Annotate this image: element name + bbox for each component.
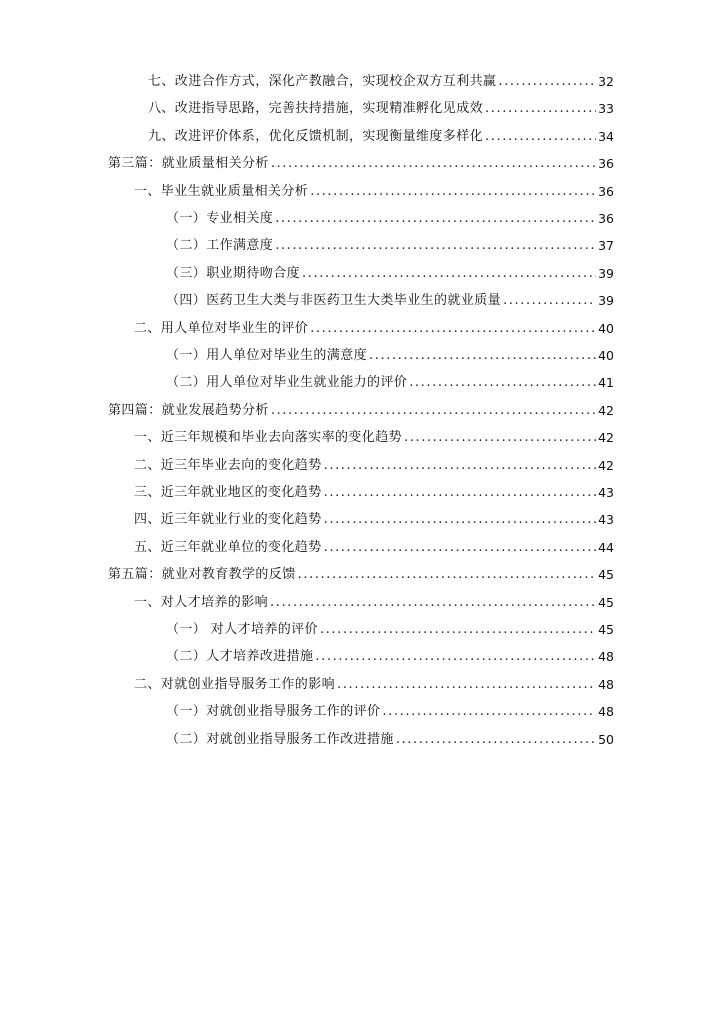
toc-entry[interactable] — [166, 234, 614, 254]
toc-leader-dots — [271, 156, 596, 172]
toc-entry[interactable] — [166, 207, 614, 227]
toc-entry-page-number: 43 — [598, 485, 614, 500]
toc-leader-dots — [485, 101, 596, 117]
toc-leader-dots — [310, 184, 596, 200]
toc-entry-page-number: 42 — [598, 430, 614, 446]
toc-entry-page-number: 40 — [598, 348, 614, 363]
toc-entry-title: 四、近三年就业行业的变化趋势 — [134, 512, 322, 528]
toc-entry-page-number: 48 — [598, 676, 614, 692]
toc-entry[interactable] — [134, 508, 614, 528]
toc-entry-title: 第四篇：就业发展趋势分析 — [108, 402, 269, 418]
toc-entry-page-number: 33 — [598, 101, 614, 117]
toc-entry-title: 二、近三年毕业去向的变化趋势 — [134, 457, 322, 473]
toc-entry[interactable] — [166, 262, 614, 282]
toc-entry-title: （一） 对人才培养的评价 — [166, 622, 318, 637]
toc-leader-dots — [396, 732, 596, 748]
toc-entry-page-number: 50 — [598, 731, 614, 747]
toc-entry[interactable] — [134, 454, 614, 474]
toc-entry-page-number: 37 — [598, 238, 614, 254]
toc-entry[interactable] — [148, 97, 614, 117]
toc-entry-page-number: 42 — [598, 457, 614, 473]
toc-leader-dots — [369, 348, 596, 364]
toc-leader-dots — [409, 375, 596, 391]
toc-entry[interactable] — [166, 700, 614, 720]
toc-entry-page-number: 45 — [598, 594, 614, 610]
toc-leader-dots — [485, 129, 596, 145]
toc-entry-title: （三）职业期待吻合度 — [166, 265, 301, 281]
toc-leader-dots — [275, 238, 596, 254]
toc-entry[interactable] — [166, 289, 614, 309]
toc-entry-title: 一、对人才培养的影响 — [134, 594, 269, 610]
toc-leader-dots — [302, 266, 596, 282]
toc-entry-page-number: 42 — [598, 402, 614, 418]
toc-entry-page-number: 40 — [598, 320, 614, 336]
toc-entry-title: 九、改进评价体系，优化反馈机制，实现衡量维度多样化 — [148, 128, 484, 144]
toc-entry-title: 三、近三年就业地区的变化趋势 — [134, 485, 322, 500]
toc-leader-dots — [271, 403, 596, 419]
toc-entry[interactable] — [148, 70, 614, 90]
toc-entry-page-number: 45 — [598, 567, 614, 583]
toc-leader-dots — [315, 649, 596, 665]
toc-entry[interactable] — [108, 563, 614, 583]
toc-entry[interactable] — [166, 645, 614, 665]
toc-entry[interactable] — [134, 180, 614, 200]
toc-entry[interactable] — [134, 317, 614, 337]
toc-entry-page-number: 43 — [598, 512, 614, 528]
toc-entry[interactable] — [134, 426, 614, 446]
toc-leader-dots — [498, 74, 596, 90]
toc-leader-dots — [382, 704, 596, 720]
toc-entry-page-number: 39 — [598, 293, 614, 309]
toc-leader-dots — [404, 430, 596, 446]
toc-entry-page-number: 44 — [598, 539, 614, 555]
toc-leader-dots — [337, 677, 596, 693]
toc-entry-page-number: 48 — [598, 704, 614, 720]
toc-leader-dots — [320, 622, 596, 638]
toc-leader-dots — [310, 321, 596, 337]
toc-entry-page-number: 34 — [598, 128, 614, 144]
toc-entry-title: （二）工作满意度 — [166, 238, 274, 254]
toc-entry[interactable] — [166, 344, 614, 364]
toc-entry-title: 二、用人单位对毕业生的评价 — [134, 320, 309, 336]
toc-entry-title: （一）用人单位对毕业生的满意度 — [166, 348, 368, 363]
toc-entry[interactable] — [134, 673, 614, 693]
toc-entry[interactable] — [108, 152, 614, 172]
toc-leader-dots — [324, 485, 596, 501]
toc-leader-dots — [324, 458, 596, 474]
toc-entry-title: 八、改进指导思路，完善扶持措施，实现精准孵化见成效 — [148, 101, 484, 117]
toc-entry[interactable] — [148, 125, 614, 145]
toc-entry-page-number: 36 — [598, 183, 614, 199]
toc-entry-page-number: 45 — [598, 622, 614, 637]
toc-entry[interactable] — [166, 371, 614, 391]
toc-entry[interactable] — [108, 399, 614, 419]
toc-entry-title: （二）用人单位对毕业生就业能力的评价 — [166, 375, 408, 391]
toc-entry-title: 二、对就创业指导服务工作的影响 — [134, 676, 336, 692]
toc-entry[interactable] — [134, 481, 614, 501]
toc-leader-dots — [324, 540, 596, 556]
toc-entry-page-number: 36 — [598, 211, 614, 226]
toc-entry[interactable] — [134, 536, 614, 556]
toc-entry-title: （二）人才培养改进措施 — [166, 649, 314, 665]
toc-entry-title: 五、近三年就业单位的变化趋势 — [134, 539, 322, 555]
toc-entry-title: （一）专业相关度 — [166, 211, 274, 226]
toc-entry-title: （四）医药卫生大类与非医药卫生大类毕业生的就业质量 — [166, 293, 502, 309]
toc-entry[interactable] — [134, 591, 614, 611]
toc-entry[interactable] — [166, 618, 614, 638]
toc-entry-title: （二）对就创业指导服务工作改进措施 — [166, 731, 394, 747]
toc-leader-dots — [270, 595, 596, 611]
toc-leader-dots — [298, 567, 596, 583]
toc-entry-title: 一、毕业生就业质量相关分析 — [134, 183, 309, 199]
toc-entry-page-number: 32 — [598, 74, 614, 89]
toc-leader-dots — [275, 211, 596, 227]
toc-entry-page-number: 39 — [598, 265, 614, 281]
toc-leader-dots — [503, 293, 596, 309]
toc-entry-page-number: 48 — [598, 649, 614, 665]
toc-entry-title: 第五篇：就业对教育教学的反馈 — [108, 567, 296, 583]
toc-entry[interactable] — [166, 728, 614, 748]
toc-entry-title: 第三篇：就业质量相关分析 — [108, 156, 269, 172]
toc-entry-page-number: 41 — [598, 375, 614, 391]
toc-entry-page-number: 36 — [598, 156, 614, 172]
toc-leader-dots — [324, 512, 596, 528]
toc-entry-title: 七、改进合作方式，深化产教融合，实现校企双方互利共赢 — [148, 74, 497, 89]
toc-entry-title: 一、近三年规模和毕业去向落实率的变化趋势 — [134, 430, 403, 446]
toc-entry-title: （一）对就创业指导服务工作的评价 — [166, 704, 381, 720]
